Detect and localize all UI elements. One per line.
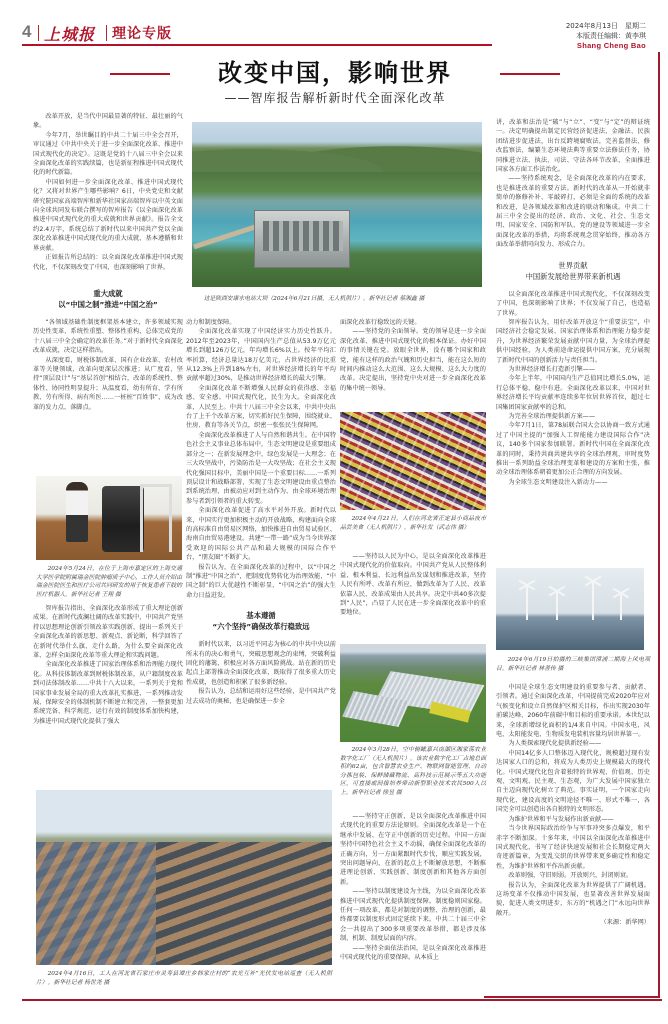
paragraph: 今年7月，举世瞩目的中共二十届三中全会召开，审议通过《中共中央关于进一步全面深化改革、推进中国式现代化的决定》。这既是党的十八届三中全会以来全面深化改革的实践续篇，也是新征程推进中国式现代化的时代新篇。 bbox=[33, 131, 183, 177]
section-heading bbox=[33, 288, 183, 310]
photo-night-market bbox=[340, 412, 486, 510]
column-1 bbox=[33, 112, 183, 412]
caption-wind bbox=[496, 656, 650, 673]
caption-text: 2024年4月21日，人们在河北省正定县小商品夜市品尝美食（无人机照片）。新华社发（武志伟 摄） bbox=[340, 516, 486, 531]
paragraph: 讲，改革和法治是“破”与“立”、“变”与“定”的辩证统一。决定明确提出制定民营经济促进法、金融法、民族团结进步促进法，出台反跨境腐败法，完善监督法、修改监察法，编纂生态环境法典等重要立法修法任务，协同推进立法、执法、司法、守法各环节改革，全面推进国家各方面工作法治化。 bbox=[496, 119, 650, 174]
article-source: （来源：新华网） bbox=[600, 919, 650, 927]
caption-text: 这是陕西安康水电站大坝（2024年6月21日摄，无人机照片）。新华社记者 蔡湘鑫 摄 bbox=[203, 296, 425, 302]
column-4 bbox=[496, 118, 650, 487]
column-3 bbox=[340, 318, 486, 393]
paragraph: 中国14亿多人口整体迈入现代化，规模超过现有发达国家人口的总和，将成为人类历史上规模最大的现代化。中国式现代化包含着独特的世界观、价值观、历史观、文明观、民主观、生态观，为广大发展中国家独立自主迈向现代化树立了典范。事实证明，一个国家走向现代化，建设高度的文明途径不唯一、形式不唯一，各国完全可以创造出各自独特的文明形态。 bbox=[496, 749, 650, 814]
paragraph: 报告认为，全面深化改革为世界提供了广阔机遇。这场变革不仅推动中国发展，也显著改善世界发展面貌，促进人类文明进步，东方的“机遇之门”永远向世界敞开。 bbox=[496, 881, 650, 917]
paragraph: 从深度看，财税体制改革、国有企业改革、农村改革等关键领域，改革向更深层次推进；从广度看，坚持“顶层设计”与“基层首创”相结合，改革的系统性、整体性、协同性明显提升；从温度看，幼有所育、学有所教、劳有所得、病有所医……一桩桩“百姓事”，成为改革的发力点、落脚点。 bbox=[33, 356, 183, 411]
section-subtitle: 以“中国之制”推进“中国之治” bbox=[58, 299, 158, 309]
paragraph: ——坚持以人民为中心，是以全面深化改革推进中国式现代化的价值取向。中国共产党从人民整体利益、根本利益、长远利益出发谋划和推进改革，坚持人民有所呼、改革有所应，做到改革为了人民、改革依靠人民、改革成果由人民共享。决定中共40多次提到“人民”，凸显了人民在进一步全面深化改革中的重要地位。 bbox=[340, 553, 486, 617]
bullet-heading: 为全球生态文明建设注入新动力—— bbox=[508, 478, 608, 486]
paragraph: 全面深化改革推进了人与自然和谐共生。在中国特色社会主义事业总体布局中，生态文明建设是重要组成部分之一；在新发展理念中，绿色发展是一大理念；在三大攻坚战中，污染防治是一大攻坚战；在社会主义现代化强国目标中，美丽中国是一个重要目标……一系列顶层设计和战略部署，实现了生态文明建设由重点整治到系统治理、由被动应对到主动作为、由全球环境治理参与者到引领者的重大转变。 bbox=[186, 431, 336, 505]
newspaper-logo: 上城报 bbox=[44, 25, 96, 44]
paragraph: 中国是全球生态文明建设的重要参与者、贡献者、引领者。通过全面深化改革，中国提前完成2020年应对气候变化和设立自然保护区相关目标，作出实现2030年前碳达峰、2060年前碳中和目标的重要承诺。本世纪以来，全球新增绿化面积的1/4来自中国。中国水电、风电、太阳能发电、生物质发电装机容量均居世界第一。 bbox=[496, 684, 650, 739]
photo-rehab-robot bbox=[36, 476, 182, 560]
paragraph: 今年7月1日，第78届联合国大会以协商一致方式通过了中国主提的“加强人工智能能力建设国际合作”决议，140多个国家参加联署。新时代中国在全面深化改革的同时，秉持共商共建共享的全球治理观，审时度势推出一系列助益全球治理变革和建设的方案和主张，推动全球治理体系朝着更加公正合理的方向发展。 bbox=[496, 422, 650, 477]
column-2 bbox=[186, 318, 336, 706]
photo-wind-turbine bbox=[620, 594, 622, 620]
photo-wind-turbine bbox=[592, 582, 594, 620]
page-number: 4 bbox=[22, 22, 32, 41]
masthead-divider bbox=[106, 25, 107, 41]
paragraph: 中国如何进一步全面深化改革、推进中国式现代化？又将对世界产生哪些影响？6日，中央党史和文献研究院国家高端智库和新华社国家高端智库以中英文面向全球共同发布联合撰写的智库报告《以全面深化改革推进中国式现代化的重大成就和世界贡献》。报告全文约2.4万字，系统总结了新时代以来中国共产党以全面深化改革推进中国式现代化的重大成就、基本遵循和世界贡献。 bbox=[33, 178, 183, 252]
paragraph: 动力和制度保障。 bbox=[186, 319, 236, 326]
paragraph: 面深化改革行稳致远的关键。 bbox=[340, 319, 421, 326]
photo-wind-turbine bbox=[526, 586, 528, 620]
paragraph: 今年上半年，中国国内生产总值同比增长5.0%，运行总体平稳、稳中有进。全面深化改革以来，中国对世界经济增长平均贡献率连续多年位居世界首位，超过七国集团国家贡献率的总和。 bbox=[496, 375, 650, 411]
paragraph: 改革开放，是当代中国最显著的特征、最壮丽的气象。 bbox=[33, 113, 183, 130]
paragraph: 全面深化改革不断增强人民群众的获得感、幸福感、安全感。中国式现代化，民生为大。全面深化改革，人民至上。中共十八届三中全会以来，中共中央出台了上千个改革方案，切实抓好民生保障，围绕就业、住房、教育等各关节点，织密一张张民生保障网。 bbox=[186, 384, 336, 430]
photo-rehab-frame bbox=[140, 484, 172, 552]
section-heading bbox=[186, 610, 336, 632]
section-subtitle: “六个坚持”确保改革行稳致远 bbox=[212, 622, 310, 632]
column-3-lower bbox=[340, 812, 486, 963]
headline-rule-left bbox=[110, 73, 170, 75]
caption-market bbox=[340, 515, 486, 532]
caption-rehab bbox=[36, 565, 182, 599]
paragraph: 报告认为，在全面深化改革的过程中，以“中国之制”推进“中国之治”，把制度优势转化为治理效能，“中国之制”的巨大优越性不断彰显，“中国之治”的强大生命力日益迸发。 bbox=[186, 563, 336, 599]
photo-dam-structure bbox=[254, 210, 350, 268]
paragraph: ——坚持系统观念，是全面深化改革的内在要求，也是推进改革的重要方法。新时代的改革从一开始就非简单的修修补补、零敲碎打，必须是全面的系统的改革和改进，是各领域改革和改进的联动和集成。中共二十届三中全会提出的经济、政治、文化、社会、生态文明、国家安全、国防和军队、党的建设等领域进一步全面深化改革的举措，均将系统观念贯穿始终，推动各方面改革举措同向发力、形成合力。 bbox=[496, 175, 650, 249]
headline-subtitle: ——智库报告解析新时代全面深化改革 bbox=[224, 91, 446, 105]
paragraph: 当今世界国际政治纷争与军事冲突多点爆发，和平赤字不断加深。十多年来，中国以全面深化改革推进中国式现代化，书写了经济快速发展和社会长期稳定两大奇迹新篇章，为变乱交织的世界带来更多确定性和稳定性，为维护世界和平作出新贡献。 bbox=[496, 825, 650, 870]
paragraph: ——坚持以制度建设为主线，为以全面深化改革推进中国式现代化提供制度保障。制度稳则国家稳。任何一项改革，都是对制度的调整、治理的创新，最终都要以制度形式固定延续下来。中共二十届三中全会一共提出了300多项重要改革举措，都是涉及体制、机制、制度层面的内容。 bbox=[340, 888, 486, 943]
paragraph: ——坚持党的全面领导。党的领导是进一步全面深化改革、推进中国式现代化的根本保证。办好中国的事情关键在党。放眼全世界，没有哪个国家和政党，能有这样的政治气魄和历史担当，能在这么短的时间内推动这么大范围、这么大规模、这么大力度的改革。决定提出，坚持党中央对进一步全面深化改革的集中统一领导。 bbox=[340, 328, 486, 392]
page-editor: 本版责任编辑：黄李琪 bbox=[576, 31, 646, 40]
column-4-lower bbox=[496, 683, 650, 928]
headline-block bbox=[110, 56, 560, 106]
photo-offshore-wind bbox=[496, 568, 644, 650]
paragraph: 智库报告指出，全面深化改革形成了重大理论创新成果。在新时代波澜壮阔的改革实践中，中国共产党坚持以思想理论创新引领改革实践创新，提出一系列关于全面深化改革的新思想、新观点、新论断，科学回答了在新时代举什么旗、走什么路，为什么要全面深化改革、怎样全面深化改革等重大理论和实践问题。 bbox=[33, 605, 183, 660]
caption-text: 2024年5月24日，在位于上海市嘉定区的上海交通大学医学院附属瑞金医院肿瘤质子中心，工作人员介绍由瑞金医院医生和医疗公司共同研发的用于恢复患者下肢的医疗机器人。新华社记者 王翔 摄 bbox=[36, 566, 182, 598]
page-bottom-rule bbox=[22, 999, 662, 1001]
paragraph: 正如报告所总结的：以全面深化改革推进中国式现代化，不仅深刻改变了中国，也深刻影响了世界。 bbox=[33, 254, 183, 271]
paragraph: 报告认为，总结和运用好这些经验，是中国共产党过去成功的奥秘，也是确保进一步全 bbox=[186, 688, 336, 705]
caption-text: 2024年4月16日，工人在河北省石家庄市灵寿县谭庄乡韩家庄村的“农光互补”光伏发电站巡查（无人机照片）。新华社记者 杨世尧 摄 bbox=[36, 971, 332, 986]
column-3-continued bbox=[340, 552, 486, 618]
bullet-heading: 为人类探索现代化提供新经验—— bbox=[508, 740, 602, 748]
headline: 改变中国，影响世界 bbox=[218, 59, 452, 87]
masthead-rule bbox=[22, 44, 492, 46]
paragraph: ——坚持全面依法治国，是以全面深化改革推进中国式现代化的重要保障。从本质上 bbox=[340, 944, 486, 962]
paragraph: 全面深化改革推进了国家治理体系和治理能力现代化。从科技体制改革到财税体制改革，从户籍制度改革到司法体制改革……中共十八大以来，一系列关于党和国家事业发展全局的重大改革扎实推进，一系列推动发展、保障安全的体制机制不断建立和完善，一整套更加系统完备、科学规范、运行有效的制度体系加快构建，为推进中国式现代化提供了强大 bbox=[33, 661, 183, 725]
photo-solar-rows bbox=[36, 842, 156, 965]
caption-greenhouse bbox=[340, 746, 486, 798]
section-subtitle: 中国新发展给世界带来新机遇 bbox=[525, 271, 621, 281]
paragraph: “各领域基础性制度框架基本建立，许多领域实现历史性变革、系统性重塑、整体性重构，总体完成党的十八届三中全会确定的改革任务。”对于新时代全面深化改革成就，决定这样指出。 bbox=[33, 318, 183, 355]
paragraph: 改革则强，守旧则弱。开放则兴，封闭则衰。 bbox=[508, 872, 633, 880]
caption-text: 2024年3月28日，空中俯瞰嘉兴南湖区湘家荡农业数字化工厂（无人机照片）。该农业数字化工厂占地总面积约62亩，包含智慧农业生产、物联网智能管理、自动分拣包装、保鲜储藏物流、高科技示范展示等五大功能区，可直接或间接培养带动新型职业技术农民500人以上。新华社记者 徐昱 摄 bbox=[340, 747, 486, 796]
paragraph: 以全面深化改革推进中国式现代化，不仅深刻改变了中国，也深刻影响了世界；不仅发展了自己，也造福了世界。 bbox=[496, 290, 650, 317]
section-title: 基本遵循 bbox=[246, 611, 276, 621]
caption-solar bbox=[36, 970, 332, 987]
newspaper-pinyin: Shang Cheng Bao bbox=[576, 41, 646, 50]
photo-solar-farm bbox=[36, 790, 332, 965]
photo-person bbox=[66, 482, 88, 542]
headline-rule-right bbox=[500, 73, 560, 75]
masthead-divider bbox=[38, 25, 39, 41]
section-title: 世界贡献 bbox=[558, 260, 588, 270]
paragraph: 新时代以来，以习近平同志为核心的中共中央以前所未有的决心和勇气，突破思想观念的束缚，突破利益固化的藩篱，积极应对各方面风险挑战。站在新的历史起点上部署推动全面深化改革，既取得了很多重大历史性成就，也创造和积累了很多新经验。 bbox=[186, 641, 336, 686]
section-title: 重大成就 bbox=[93, 288, 123, 298]
caption-text: 2024年6月19日拍摄的三峡集团漳浦二期海上风电项目。新华社记者 林善传 摄 bbox=[496, 657, 650, 672]
issue-date: 2024年8月13日 星期二 bbox=[565, 22, 646, 30]
caption-dam bbox=[192, 295, 482, 304]
photo-wind-turbine bbox=[556, 592, 558, 620]
bullet-heading: 为维护世界和平与发展作出新贡献—— bbox=[508, 815, 614, 823]
paragraph: 全面深化改革实现了中国经济实力历史性跃升。2012年至2023年，中国国内生产总值从53.9万亿元增长到超126万亿元，年均增长6%以上。按年平均汇率折算，经济总量达18万亿美元，占世界经济的比重从12.3%上升到18%左右，对世界经济增长的年平均贡献率超过30%，是推动世界经济增长的最大引擎。 bbox=[186, 328, 336, 383]
column-1-continued bbox=[33, 604, 183, 726]
photo-dam bbox=[192, 122, 482, 287]
section-name: 理论专版 bbox=[112, 26, 172, 42]
paragraph: 智库报告认为，用好改革开放这个“重要法宝”，中国经济社会稳定发展、国家治理体系和治理能力稳步提升，为世界经济繁荣发展贡献中国力量，为全球治理提供中国经验，为人类前途命运提供中国方案，充分展现了新时代中国的创新活力与责任担当。 bbox=[496, 318, 650, 364]
photo-hills bbox=[192, 132, 482, 172]
photo-greenhouse bbox=[340, 644, 486, 742]
paragraph: ——坚持守正创新，是以全面深化改革推进中国式现代化的重要方法论原则。全面深化改革是一个在继承中发展、在守正中创新的历史过程。中国一方面坚持中国特色社会主义不动摇，确保全面深化改革的正确方向，另一方面紧跟时代步伐，顺应实践发展，突出问题导向，在新的起点上不断解放思想，不断推进理论创新、实践创新、制度创新和其他各方面创新。 bbox=[340, 813, 486, 886]
bullet-heading: 为世界经济增长打造新引擎—— bbox=[508, 365, 596, 373]
date-block bbox=[566, 22, 646, 51]
bullet-heading: 为完善全球治理提供新方案—— bbox=[508, 412, 596, 420]
photo-robot bbox=[102, 486, 144, 552]
section-heading bbox=[496, 260, 650, 282]
paragraph: 全面深化改革促进了高水平对外开放。新时代以来，中国实行更加积极主动的开放战略，构建面向全球的高标准自由贸易区网络，加快推进自由贸易试验区、海南自由贸易港建设。共建“一带一路”成为当今世界深受欢迎的国际公共产品和最大规模的国际合作平台，“朋友圈”不断扩大。 bbox=[186, 507, 336, 562]
